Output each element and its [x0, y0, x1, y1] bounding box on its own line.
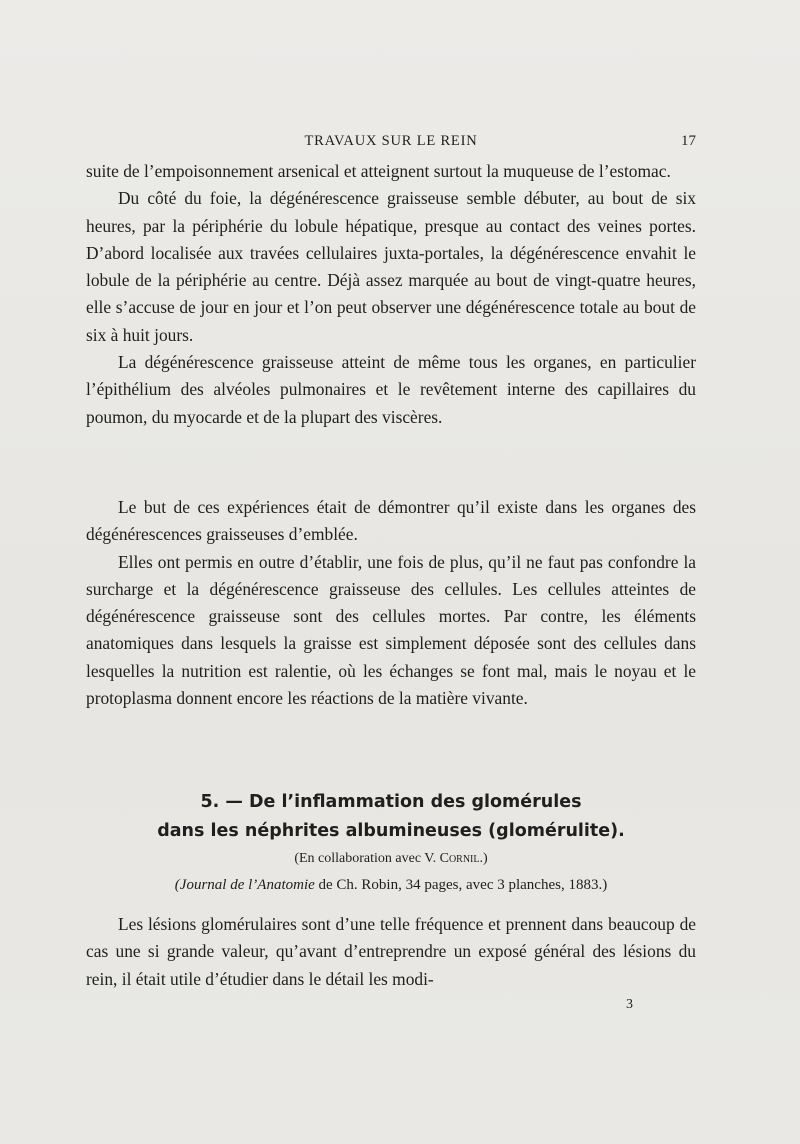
page-number: 17: [681, 133, 696, 149]
paragraph: Elles ont permis en outre d’établir, une fois de plus, qu’il ne faut pas confondre la surcharge et la dégénérescence graisseuse des cellules. Les cellules atteintes de dégénérescence graisseuse sont des cellules mortes. Par contre, les éléments anatomiques dans lesquels la graisse est simplement déposée sont des cellules dans lesquelles la nutrition est ralentie, où les échanges se font mal, mais le noyau et le protoplasma donnent encore les réactions de la matière vivante.: [86, 551, 696, 709]
section-title-line: dans les néphrites albumineuses (glomérulite).: [157, 821, 625, 841]
page-header: [86, 130, 696, 154]
collab-name: Cornil: [439, 851, 480, 866]
section-title: [86, 788, 696, 846]
journal-details: de Ch. Robin, 34 pages, avec 3 planches, 1883.): [314, 877, 608, 893]
running-head: TRAVAUX SUR LE REIN: [304, 133, 478, 149]
journal-reference: [86, 877, 696, 894]
signature-mark: 3: [626, 997, 633, 1012]
collab-prefix: (En collaboration avec V.: [294, 851, 440, 866]
collab-suffix: .): [479, 851, 488, 866]
journal-title: (Journal de l’Anatomie: [174, 877, 315, 893]
text-block-1: [86, 158, 696, 431]
paragraph: suite de l’empoisonnement arsenical et atteignent surtout la muqueuse de l’estomac.: [86, 161, 671, 181]
text-block-3: [86, 911, 696, 993]
paragraph: La dégénérescence graisseuse atteint de même tous les organes, en particulier l’épithélium des alvéoles pulmonaires et le revêtement interne des capillaires du poumon, du myocarde et de la plupart des viscères.: [86, 352, 696, 427]
collaboration-note: [86, 851, 696, 867]
paragraph: Le but de ces expériences était de démontrer qu’il existe dans les organes des dégénérescences graisseuses d’emblée.: [86, 497, 696, 545]
paragraph: Les lésions glomérulaires sont d’une telle fréquence et prennent dans beaucoup de cas une si grande valeur, qu’avant d’entreprendre un exposé général des lésions du rein, il était utile d’étudier dans le détail les modi-: [86, 914, 696, 989]
text-block-2: [86, 494, 696, 712]
paragraph: Du côté du foie, la dégénérescence graisseuse semble débuter, au bout de six heures, par la périphérie du lobule hépatique, presque au contact des veines portes. D’abord localisée aux travées cellulaires juxta-portales, la dégénérescence envahit le lobule de la périphérie au centre. Déjà assez marquée au bout de vingt-quatre heures, elle s’accuse de jour en jour et l’on peut observer une dégénérescence totale au bout de six à huit jours.: [86, 188, 696, 345]
section-title-line: 5. — De l’inflammation des glomérules: [200, 792, 582, 812]
